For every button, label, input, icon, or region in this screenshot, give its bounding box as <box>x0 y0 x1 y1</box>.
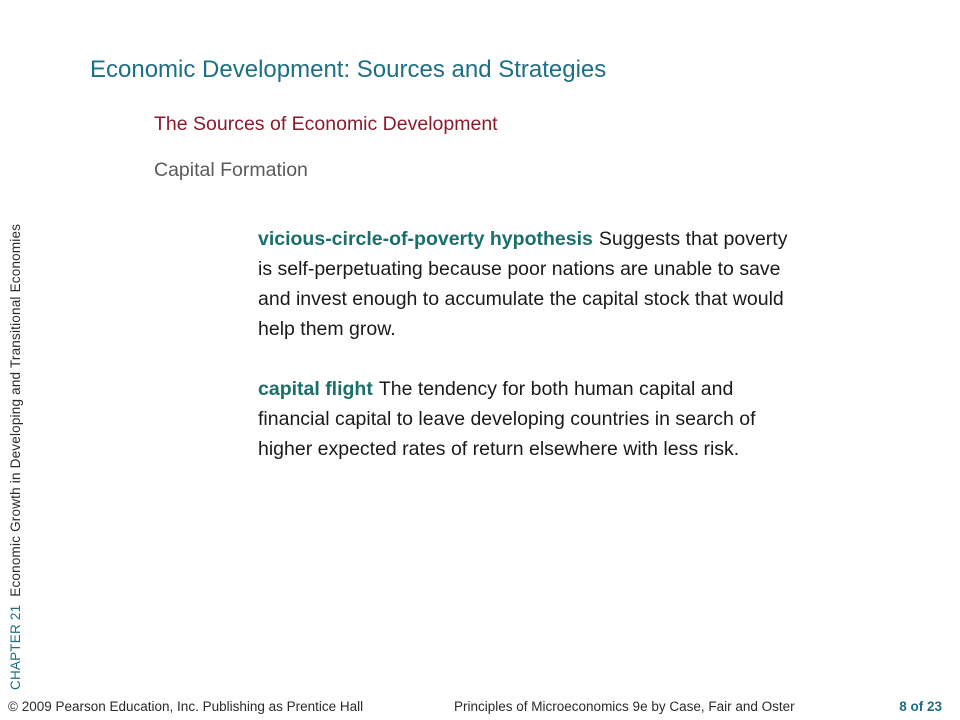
page-number: 8 of 23 <box>899 699 942 714</box>
chapter-sidebar-label <box>8 224 23 690</box>
slide-title: Economic Development: Sources and Strategies <box>90 56 607 83</box>
definition-term: capital flight <box>258 378 373 400</box>
definition-text: The tendency for both human capital and financial capital to leave developing countries in search of higher expected rates of return elsewhere with less risk. <box>258 378 756 460</box>
definition-text: Suggests that poverty is self-perpetuating because poor nations are unable to save and invest enough to accumulate the capital stock that would help them grow. <box>258 228 788 340</box>
chapter-title: Economic Growth in Developing and Transitional Economies <box>8 223 23 597</box>
definition-item <box>258 374 798 464</box>
chapter-number: CHAPTER 21 <box>8 604 23 690</box>
definition-term: vicious-circle-of-poverty hypothesis <box>258 228 593 250</box>
section-heading: Capital Formation <box>154 159 308 181</box>
slide-subtitle: The Sources of Economic Development <box>154 113 498 135</box>
definitions-list <box>258 224 798 494</box>
book-credit: Principles of Microeconomics 9e by Case, Fair and Oster <box>454 699 795 714</box>
definition-item <box>258 224 798 344</box>
copyright-text: © 2009 Pearson Education, Inc. Publishing as Prentice Hall <box>8 699 364 714</box>
